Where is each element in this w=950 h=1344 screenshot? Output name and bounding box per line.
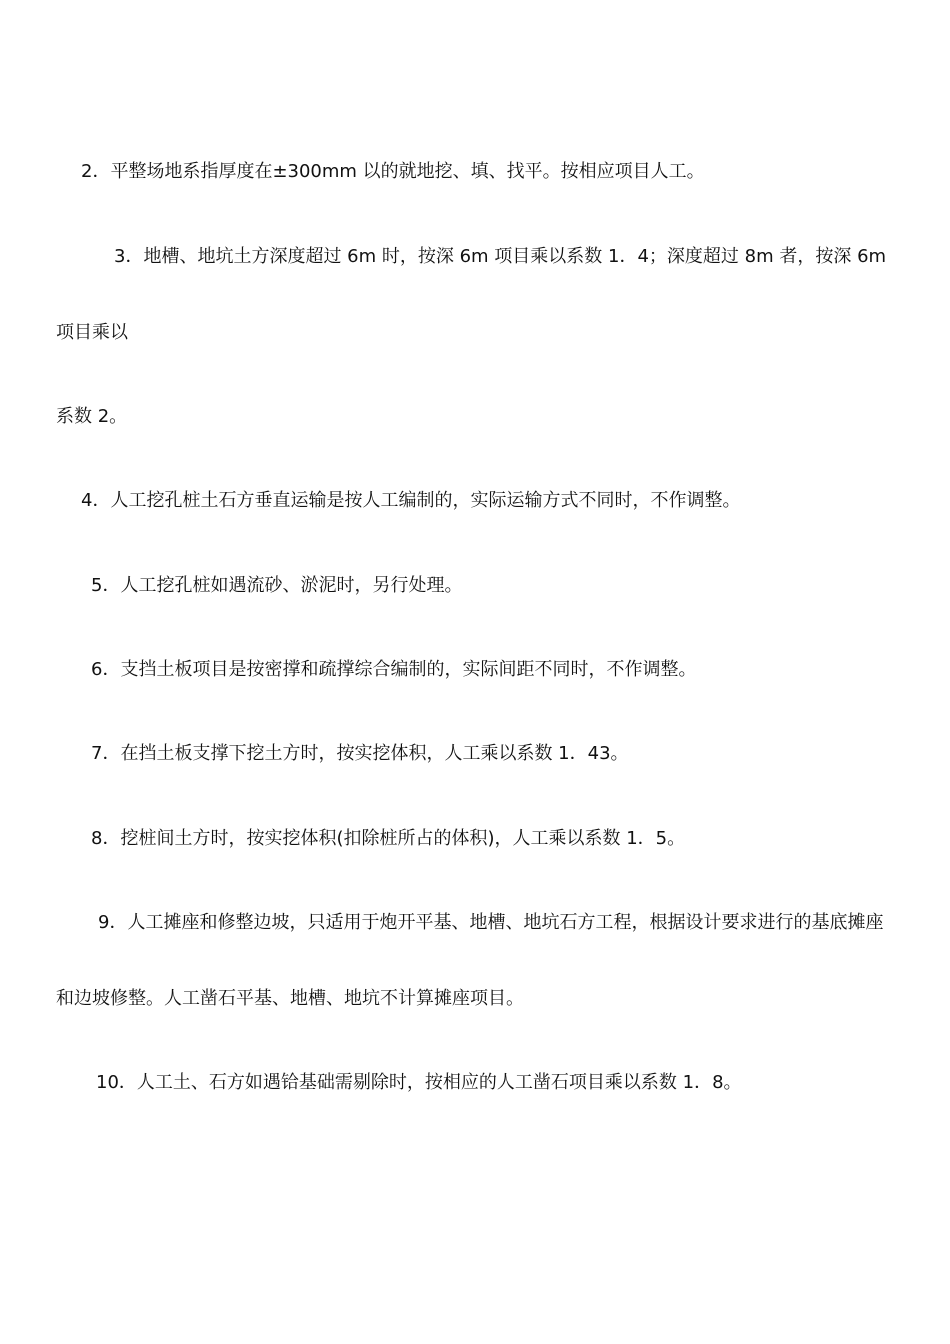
- paragraph-line-item-5: 5．人工挖孔桩如遇流砂、淤泥时，另行处理。: [91, 575, 463, 596]
- paragraph-line-item-8: 8．挖桩间土方时，按实挖体积(扣除桩所占的体积)，人工乘以系数 1．5。: [91, 828, 686, 849]
- paragraph-line-item-3: 3．地槽、地坑土方深度超过 6m 时，按深 6m 项目乘以系数 1．4；深度超过 8m 者，按深 6m: [114, 246, 887, 267]
- paragraph-line-item-3-cont-2: 系数 2。: [56, 406, 128, 427]
- paragraph-line-item-9-cont: 和边坡修整。人工凿石平基、地槽、地坑不计算摊座项目。: [56, 988, 524, 1009]
- paragraph-line-item-2: 2．平整场地系指厚度在±300mm 以的就地挖、填、找平。按相应项目人工。: [81, 161, 705, 182]
- paragraph-line-item-6: 6．支挡土板项目是按密撑和疏撑综合编制的，实际间距不同时，不作调整。: [91, 659, 697, 680]
- paragraph-line-item-7: 7．在挡土板支撑下挖土方时，按实挖体积，人工乘以系数 1．43。: [91, 743, 629, 764]
- paragraph-line-item-4: 4．人工挖孔桩土石方垂直运输是按人工编制的，实际运输方式不同时，不作调整。: [81, 490, 741, 511]
- paragraph-line-item-9: 9．人工摊座和修整边坡，只适用于炮开平基、地槽、地坑石方工程，根据设计要求进行的基底摊座: [98, 912, 884, 933]
- paragraph-line-item-10: 10．人工土、石方如遇铪基础需剔除时，按相应的人工凿石项目乘以系数 1．8。: [96, 1072, 742, 1093]
- paragraph-line-item-3-cont-1: 项目乘以: [56, 322, 128, 343]
